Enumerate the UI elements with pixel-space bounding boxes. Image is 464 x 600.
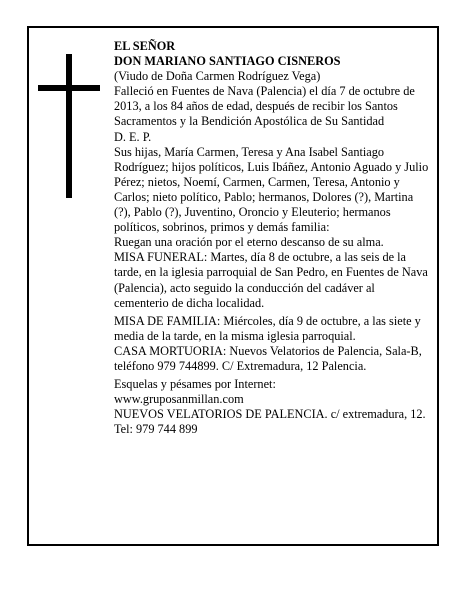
website-link: www.gruposanmillan.com: [114, 392, 244, 407]
widower-note: (Viudo de Doña Carmen Rodríguez Vega): [114, 69, 321, 84]
mortuary-info: CASA MORTUORIA: Nuevos Velatorios de Palencia, Sala-B, teléfono 979 744899. C/ Extremadura, 12 Palencia.: [114, 343, 422, 373]
death-notice: Falleció en Fuentes de Nava (Palencia) el día 7 de octubre de 2013, a los 84 años de edad, después de recibir los Santos Sacramentos y la Bendición Apostólica de Su Santidad: [114, 84, 415, 129]
rip-text: D. E. P.: [114, 129, 152, 144]
cross-horizontal-bar: [38, 85, 100, 91]
family-list: Sus hijas, María Carmen, Teresa y Ana Isabel Santiago Rodríguez; hijos políticos, Luis Ibáñez, Antonio Aguado y Julio Pérez; nietos, Noemí, Carmen, Carmen, Teresa, Antonio y Carlos; nieto político, Pablo; hermanos, Dolores (?), Martina (?), Pablo (?), Juventino, Oroncio y Eleuterio; hermanos políticos, sobrinos, primos y demás familia:: [114, 144, 429, 235]
family-mass: MISA DE FAMILIA: Miércoles, día 9 de octubre, a las siete y media de la tarde, en la misma iglesia parroquial.: [114, 313, 421, 343]
cross-icon: [38, 54, 98, 198]
funeral-mass: MISA FUNERAL: Martes, día 8 de octubre, a las seis de la tarde, en la iglesia parroquial de San Pedro, en Fuentes de Nava (Palencia), acto seguido la conducción del cadáver al cementerio de dicha localidad.: [114, 250, 428, 310]
obituary-text: [114, 39, 430, 437]
prayer-request: Ruegan una oración por el eterno descanso de su alma.: [114, 235, 384, 250]
funeral-home-info: NUEVOS VELATORIOS DE PALENCIA. c/ extremadura, 12. Tel: 979 744 899: [114, 407, 426, 437]
cross-vertical-bar: [66, 54, 72, 198]
internet-label: Esquelas y pésames por Internet:: [114, 377, 276, 392]
heading-title: EL SEÑOR: [114, 39, 176, 53]
deceased-name: DON MARIANO SANTIAGO CISNEROS: [114, 54, 341, 69]
